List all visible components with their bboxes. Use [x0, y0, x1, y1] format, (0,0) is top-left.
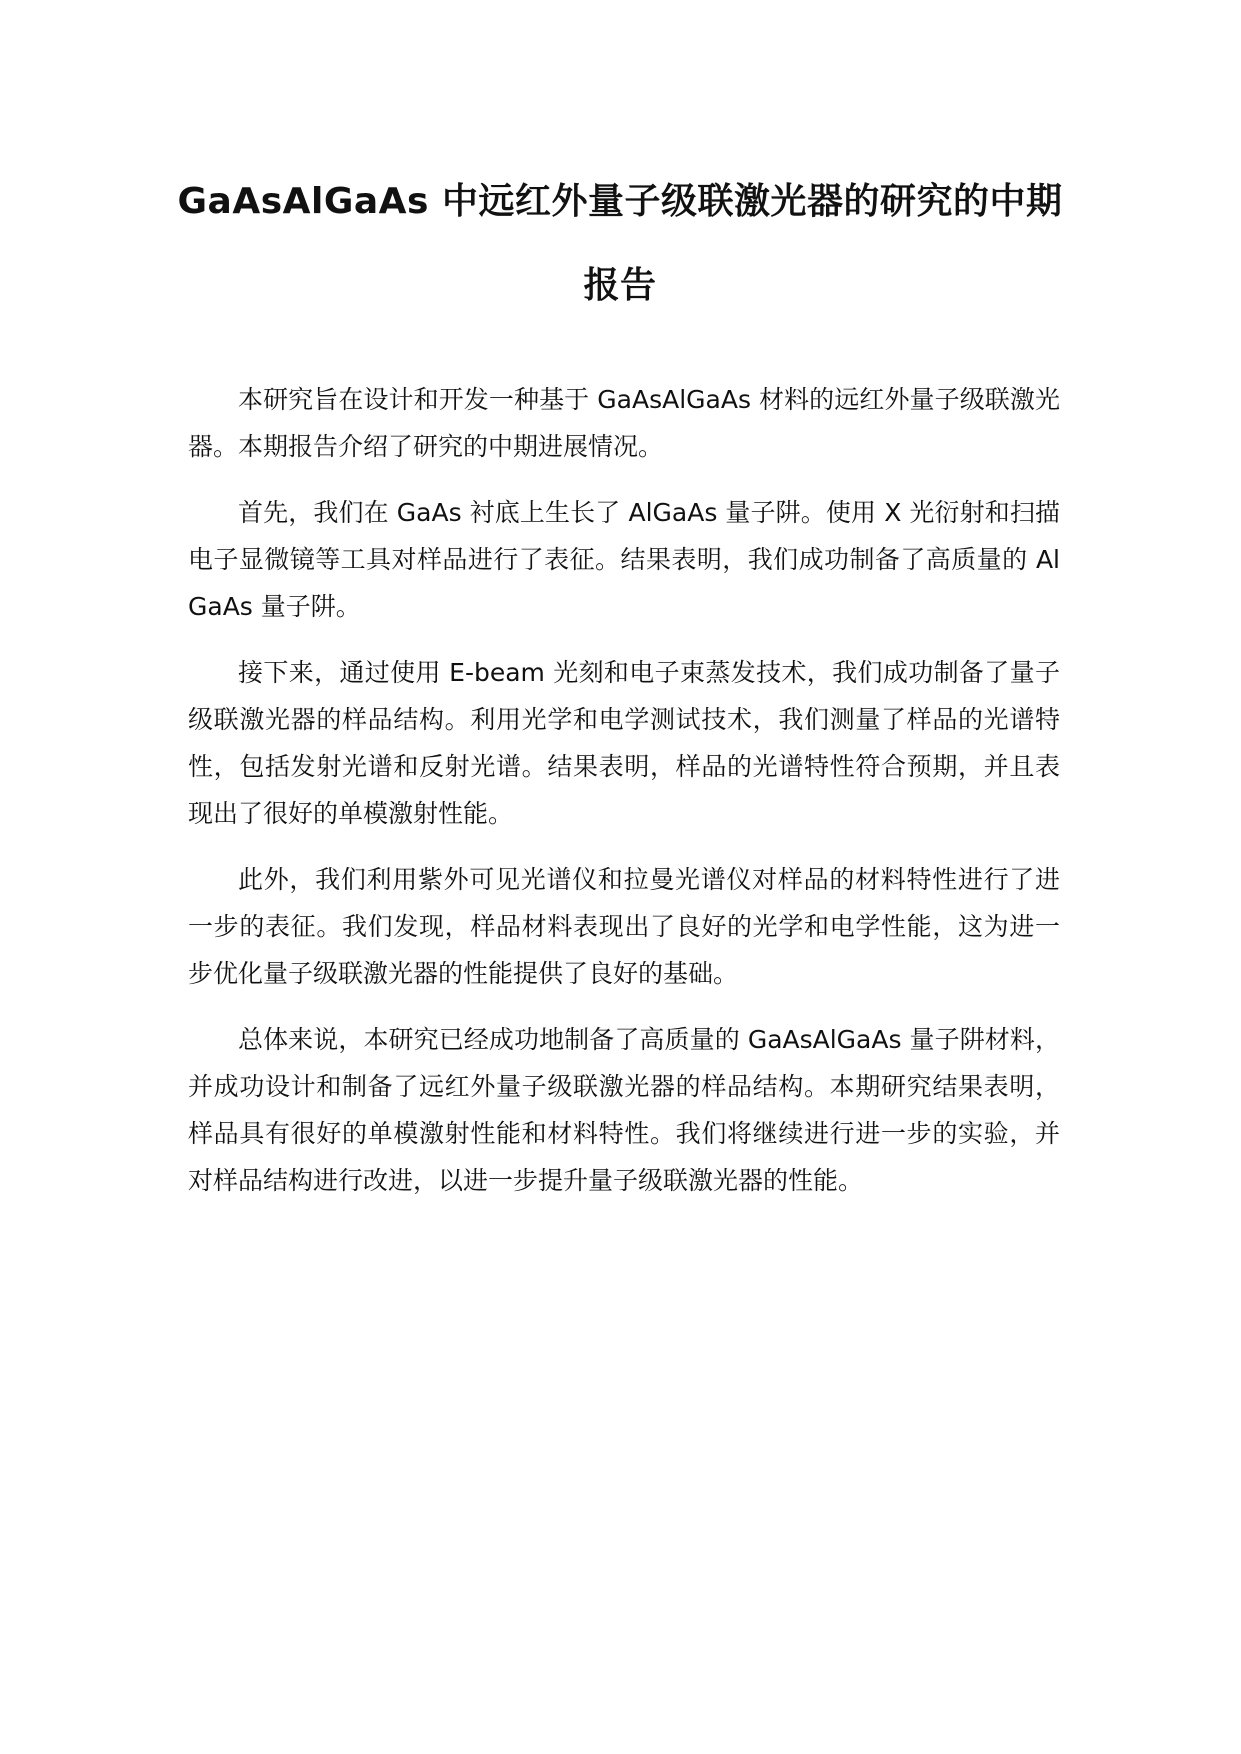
paragraph-growth: 首先，我们在 GaAs 衬底上生长了 AlGaAs 量子阱。使用 X 光衍射和扫描电子显微镜等工具对样品进行了表征。结果表明，我们成功制备了高质量的 AlGaAs 量子阱。: [188, 498, 1060, 621]
paragraph-fabrication: 接下来，通过使用 E-beam 光刻和电子束蒸发技术，我们成功制备了量子级联激光器的样品结构。利用光学和电学测试技术，我们测量了样品的光谱特性，包括发射光谱和反射光谱。结果表明，样品的光谱特性符合预期，并且表现出了很好的单模激射性能。: [188, 658, 1060, 828]
paragraph-summary: 总体来说，本研究已经成功地制备了高质量的 GaAsAlGaAs 量子阱材料，并成功设计和制备了远红外量子级联激光器的样品结构。本期研究结果表明，样品具有很好的单模激射性能和材料特性。我们将继续进行进一步的实验，并对样品结构进行改进，以进一步提升量子级联激光器的性能。: [188, 1025, 1060, 1195]
paragraph-characterization: 此外，我们利用紫外可见光谱仪和拉曼光谱仪对样品的材料特性进行了进一步的表征。我们发现，样品材料表现出了良好的光学和电学性能，这为进一步优化量子级联激光器的性能提供了良好的基础。: [188, 865, 1060, 988]
document-body: [188, 376, 1060, 1223]
paragraph-intro: 本研究旨在设计和开发一种基于 GaAsAlGaAs 材料的远红外量子级联激光器。本期报告介绍了研究的中期进展情况。: [188, 385, 1060, 461]
document-title: GaAsAlGaAs 中远红外量子级联激光器的研究的中期报告: [177, 181, 1063, 306]
